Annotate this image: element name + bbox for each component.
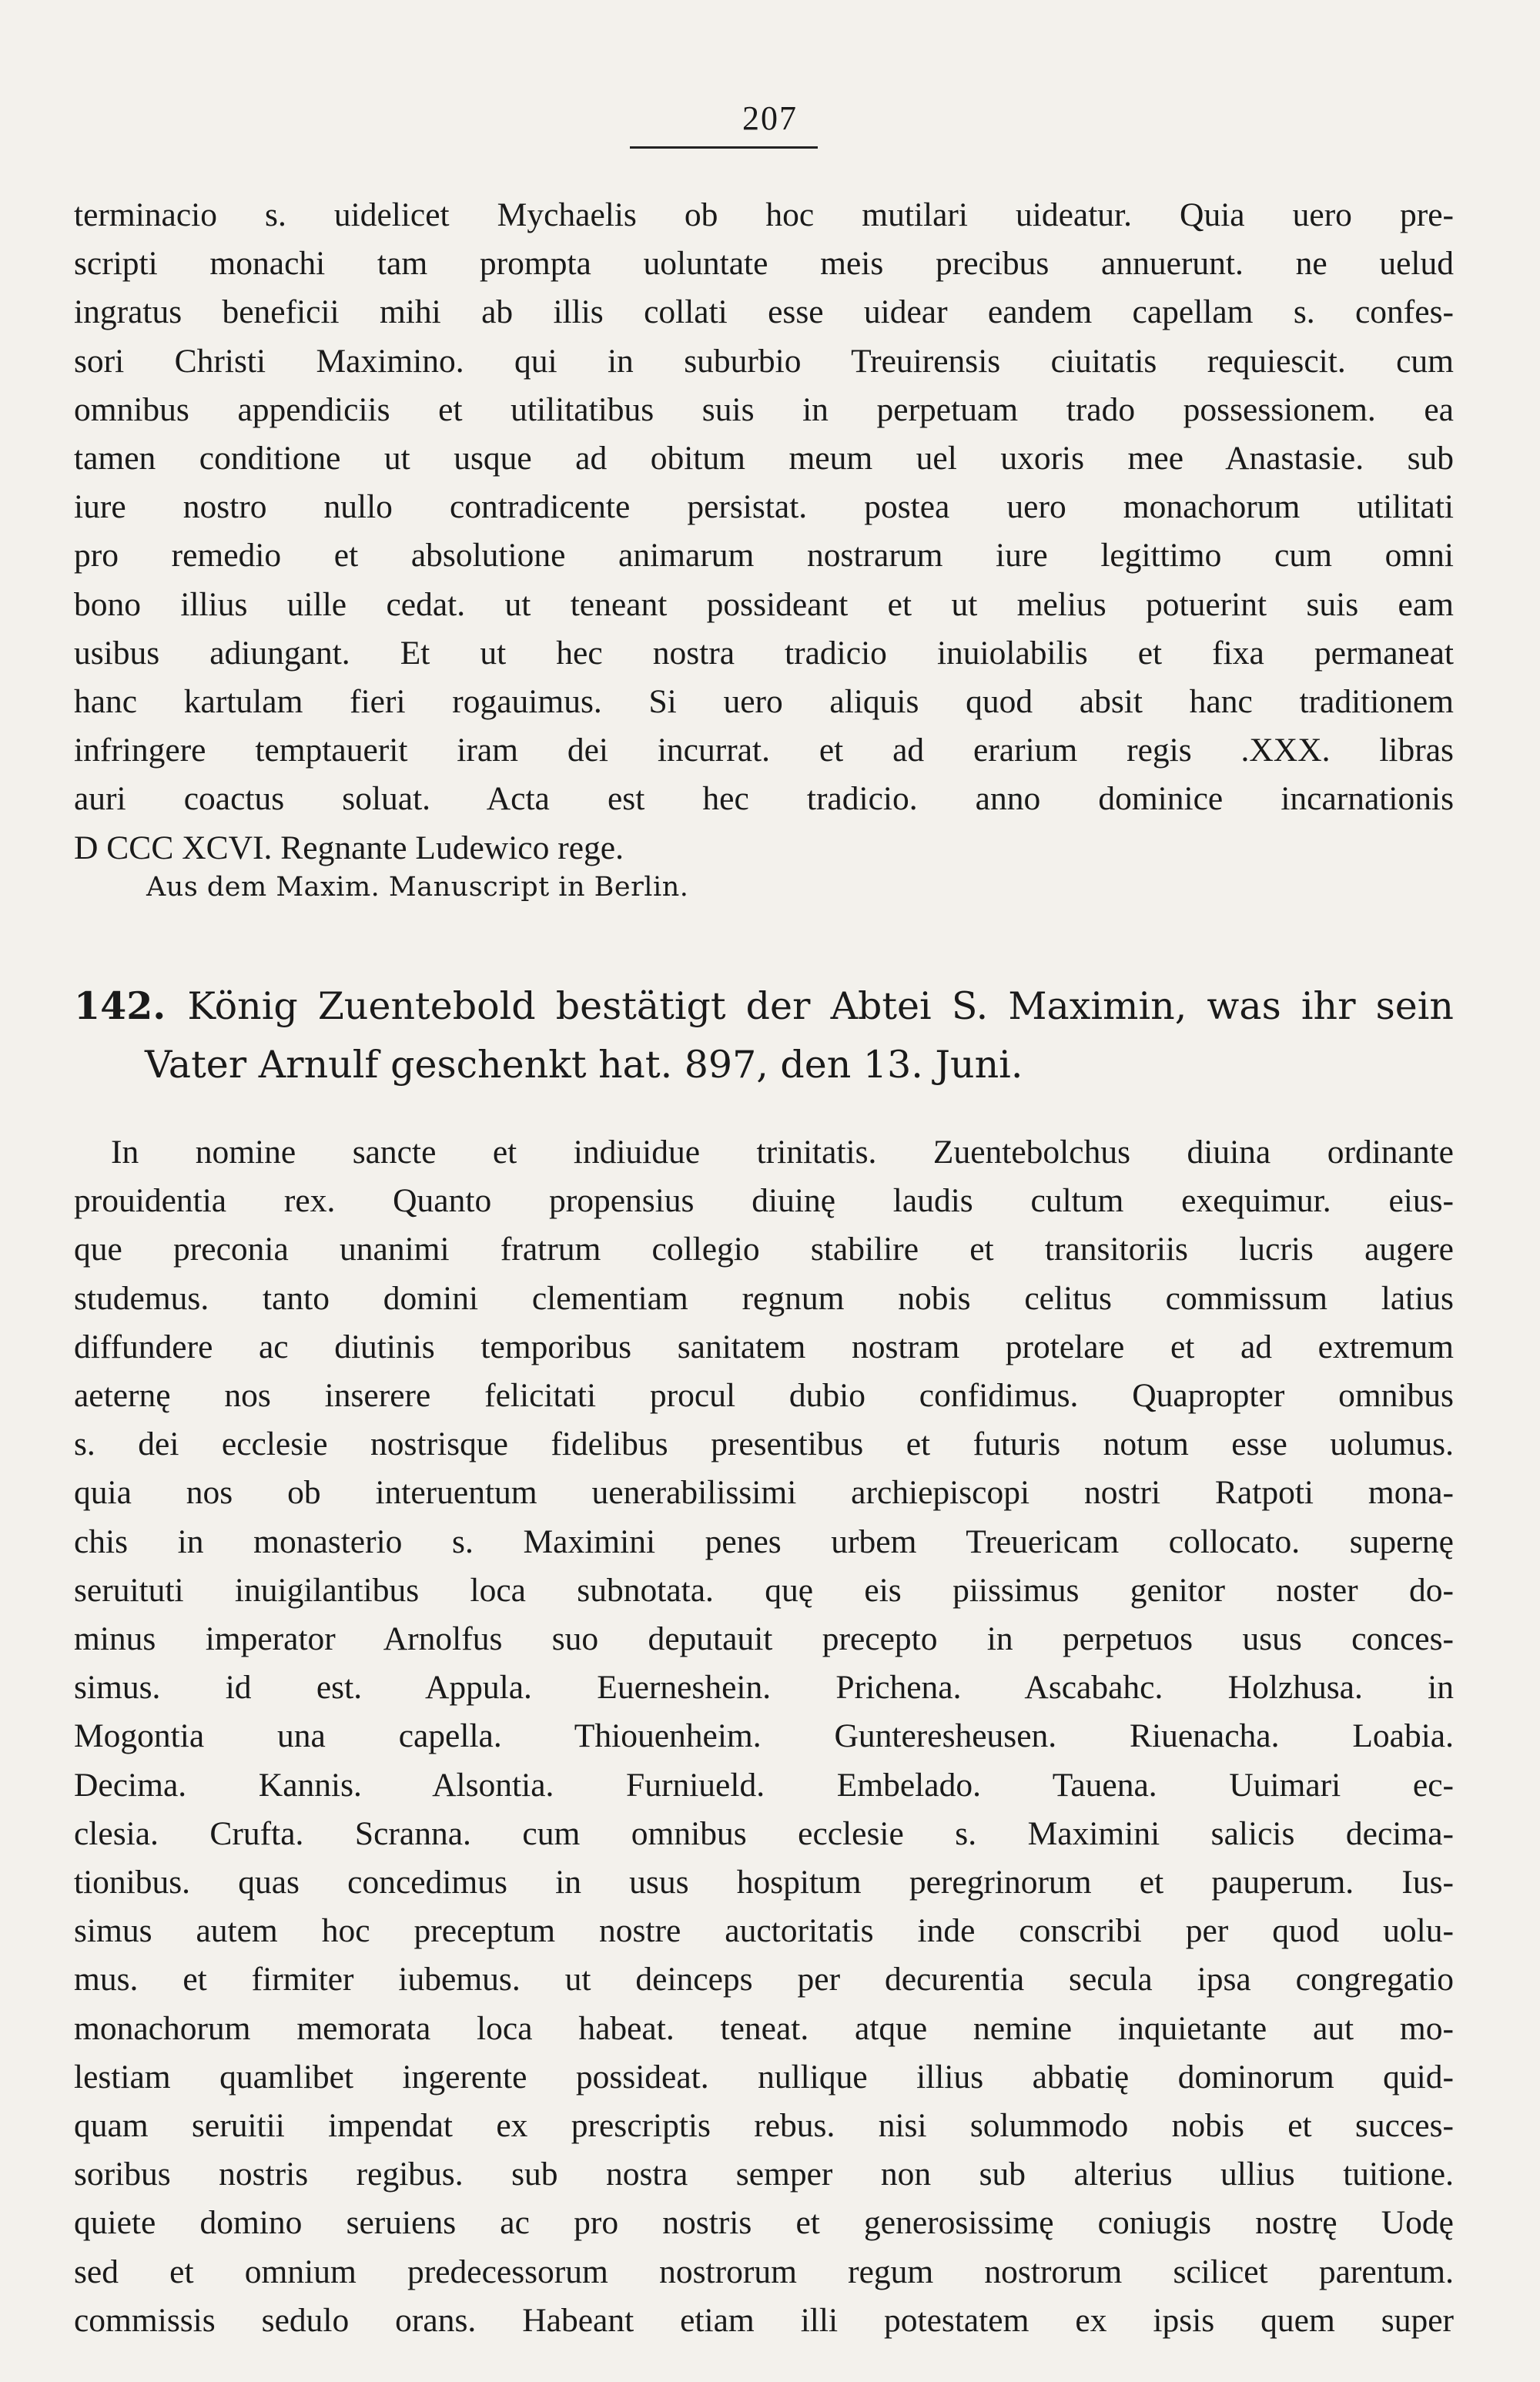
text-line: soribus nostris regibus. sub nostra semper non sub alterius ullius tuitione.: [74, 2156, 1454, 2193]
text-line: omnibus appendiciis et utilitatibus suis in perpetuam trado possessionem. ea: [74, 390, 1454, 428]
charter-text: [74, 1128, 1454, 2345]
text-line: quia nos ob interuentum uenerabilissimi archiepiscopi nostri Ratpoti mona-: [74, 1474, 1454, 1512]
text-line: bono illius uille cedat. ut teneant possideant et ut melius potuerint suis eam: [74, 585, 1454, 623]
text-line: auri coactus soluat. Acta est hec tradicio. anno dominice incarnationis: [74, 780, 1454, 818]
text-line: usibus adiungant. Et ut hec nostra tradicio inuiolabilis et fixa permaneat: [74, 634, 1454, 672]
text-line: infringere temptauerit iram dei incurrat. et ad erarium regis .XXX. libras: [74, 732, 1454, 769]
text-line: chis in monasterio s. Maximini penes urbem Treuericam collocato. supernę: [74, 1523, 1454, 1560]
text-line: simus. id est. Appula. Euerneshein. Prichena. Ascabahc. Holzhusa. in: [74, 1669, 1454, 1707]
text-line: sed et omnium predecessorum nostrorum regum nostrorum scilicet parentum.: [74, 2253, 1454, 2290]
text-line: que preconia unanimi fratrum collegio stabilire et transitoriis lucris augere: [74, 1231, 1454, 1268]
text-line: studemus. tanto domini clementiam regnum nobis celitus commissum latius: [74, 1279, 1454, 1317]
text-line: Mogontia una capella. Thiouenheim. Gunteresheusen. Riuenacha. Loabia.: [74, 1717, 1454, 1755]
page-number-rule: [630, 146, 818, 149]
page-number: 207: [742, 99, 798, 137]
text-line: prouidentia rex. Quanto propensius diuinę laudis cultum exequimur. eius-: [74, 1182, 1454, 1220]
text-line: quiete domino seruiens ac pro nostris et generosissimę coniugis nostrę Uodę: [74, 2204, 1454, 2242]
text-line: seruituti inuigilantibus loca subnotata. quę eis piissimus genitor noster do-: [74, 1571, 1454, 1609]
text-line: s. dei ecclesie nostrisque fidelibus presentibus et futuris notum esse uolumus.: [74, 1426, 1454, 1463]
text-line: tionibus. quas concedimus in usus hospitum peregrinorum et pauperum. Ius-: [74, 1864, 1454, 1901]
text-line: pro remedio et absolutione animarum nostrarum iure legittimo cum omni: [74, 537, 1454, 575]
charter-text-continuation: [74, 191, 1454, 873]
text-line: ingratus beneficii mihi ab illis collati esse uidear eandem capellam s. confes-: [74, 293, 1454, 331]
text-line: commissis sedulo orans. Habeant etiam illi potestatem ex ipsis quem super: [74, 2301, 1454, 2339]
text-line: scripti monachi tam prompta uoluntate meis precibus annuerunt. ne uelud: [74, 245, 1454, 283]
document-number: 142.: [74, 983, 166, 1028]
text-line: tamen conditione ut usque ad obitum meum uel uxoris mee Anastasie. sub: [74, 440, 1454, 477]
text-line: aeternę nos inserere felicitati procul dubio confidimus. Quapropter omnibus: [74, 1377, 1454, 1415]
text-line: clesia. Crufta. Scranna. cum omnibus ecclesie s. Maximini salicis decima-: [74, 1814, 1454, 1852]
text-line: hanc kartulam fieri rogauimus. Si uero aliquis quod absit hanc traditionem: [74, 683, 1454, 721]
heading-line-one: [74, 977, 1454, 1036]
text-line: In nomine sancte et indiuidue trinitatis. Zuentebolchus diuina ordinante: [111, 1134, 1454, 1171]
text-line: minus imperator Arnolfus suo deputauit precepto in perpetuos usus conces-: [74, 1620, 1454, 1658]
text-line: sori Christi Maximino. qui in suburbio Treuirensis ciuitatis requiescit. cum: [74, 342, 1454, 380]
text-line: iure nostro nullo contradicente persistat. postea uero monachorum utilitati: [74, 488, 1454, 526]
source-note: Aus dem Maxim. Manuscript in Berlin.: [146, 872, 689, 903]
heading-title: König Zuentebold bestätigt der Abtei S. Maximin, was ihr sein: [187, 984, 1454, 1028]
text-line: D CCC XCVI. Regnante Ludewico rege.: [74, 829, 624, 866]
heading-line-two: Vater Arnulf geschenkt hat. 897, den 13. Juni.: [145, 1043, 1023, 1087]
text-line: Decima. Kannis. Alsontia. Furniueld. Embelado. Tauena. Uuimari ec-: [74, 1766, 1454, 1804]
text-line: monachorum memorata loca habeat. teneat. atque nemine inquietante aut mo-: [74, 2009, 1454, 2047]
text-line: mus. et firmiter iubemus. ut deinceps per decurentia secula ipsa congregatio: [74, 1961, 1454, 1998]
text-line: simus autem hoc preceptum nostre auctoritatis inde conscribi per quod uolu-: [74, 1912, 1454, 1950]
text-line: diffundere ac diutinis temporibus sanitatem nostram protelare et ad extremum: [74, 1328, 1454, 1365]
text-line: quam seruitii impendat ex prescriptis rebus. nisi solummodo nobis et succes-: [74, 2107, 1454, 2145]
text-line: terminacio s. uidelicet Mychaelis ob hoc mutilari uideatur. Quia uero pre-: [74, 196, 1454, 233]
document-heading: [74, 977, 1454, 1094]
text-line: lestiam quamlibet ingerente possideat. nullique illius abbatię dominorum quid-: [74, 2058, 1454, 2096]
